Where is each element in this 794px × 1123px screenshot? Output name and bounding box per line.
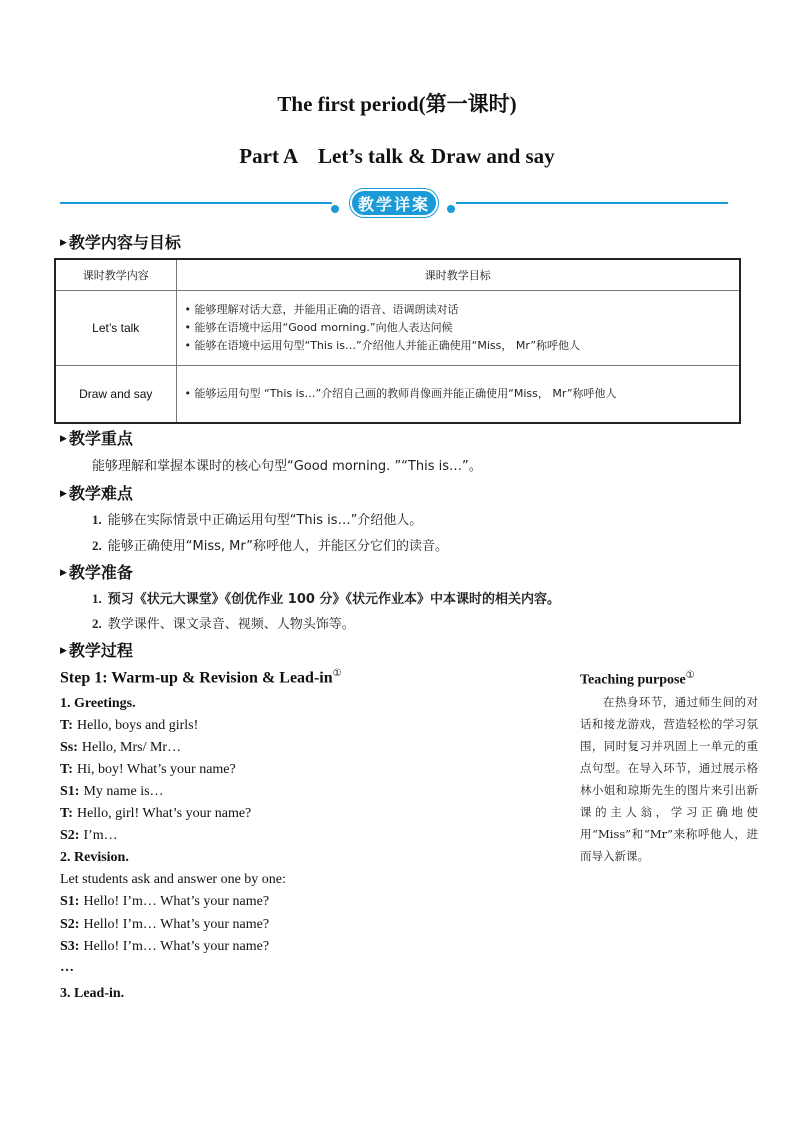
table-header-row	[55, 259, 740, 290]
teaching-purpose-title: Teaching purpose①	[580, 670, 695, 688]
section-heading-content-goals: ▶ 教学内容与目标	[60, 233, 181, 252]
dialogue-line: S2: I’m…	[60, 828, 118, 843]
triangle-icon: ▶	[60, 433, 67, 444]
section-heading-preparation: ▶ 教学准备	[60, 563, 133, 582]
goal-item: • 能够运用句型 “This is…”介绍自己画的教师肖像画并能正确使用“Miss， Mr”称呼他人	[185, 385, 732, 403]
banner-line-left	[60, 202, 332, 204]
preparation-item: 2. 教学课件、课文录音、视频、人物头饰等。	[92, 616, 355, 632]
goal-item: • 能够在语境中运用句型“This is…”介绍他人并能正确使用“Miss， Mr”称呼他人	[185, 337, 732, 355]
dialogue-line: T: Hello, girl! What’s your name?	[60, 806, 252, 821]
page-subtitle: Part A Let’s talk & Draw and say	[239, 144, 555, 168]
dialogue-line: T: Hi, boy! What’s your name?	[60, 762, 236, 777]
banner-dots-right	[446, 198, 456, 208]
teaching-purpose-text: 在热身环节，通过师生间的对话和接龙游戏，营造轻松的学习氛围，同时复习并巩固上一单元的重点句型。在导入环节，通过展示格林小姐和琼斯先生的图片来引出新课的主人翁，学习正确地使用“Miss”和“Mr”来称呼他人，进而导入新课。	[580, 695, 758, 863]
table-cell-goals	[176, 290, 740, 365]
goal-item: • 能够在语境中运用“Good morning.”向他人表达问候	[185, 319, 732, 337]
difficulty-item: 2. 能够正确使用“Miss, Mr”称呼他人，并能区分它们的读音。	[92, 538, 448, 554]
dialogue-line: S1: Hello! I’m… What’s your name?	[60, 894, 270, 909]
table-header-cell: 课时教学内容	[55, 259, 176, 290]
triangle-icon: ▶	[60, 237, 67, 248]
difficulty-item: 1. 能够在实际情景中正确运用句型“This is…”介绍他人。	[92, 512, 423, 528]
goals-table	[54, 258, 741, 424]
section-heading-process: ▶ 教学过程	[60, 641, 133, 660]
banner-line-right	[456, 202, 728, 204]
triangle-icon: ▶	[60, 645, 67, 656]
section-heading-difficulties: ▶ 教学难点	[60, 484, 133, 503]
step1-heading: Step 1: Warm-up & Revision & Lead-in①	[60, 668, 342, 687]
table-row	[55, 290, 740, 365]
dialogue-plain: Let students ask and answer one by one:	[60, 872, 286, 887]
table-cell-content: Draw and say	[55, 365, 176, 423]
triangle-icon: ▶	[60, 488, 67, 499]
dialogue-line: S2: Hello! I’m… What’s your name?	[60, 917, 270, 932]
dialogue-line: S1: My name is…	[60, 784, 164, 799]
footnote-mark: ①	[685, 670, 695, 681]
goal-item: • 能够理解对话大意，并能用正确的语音、语调朗读对话	[185, 301, 732, 319]
key-points-text: 能够理解和掌握本课时的核心句型“Good morning. ”“This is…”。	[92, 459, 482, 474]
dialogue-line: T: Hello, boys and girls!	[60, 718, 199, 733]
table-row	[55, 365, 740, 423]
table-header-cell: 课时教学目标	[176, 259, 740, 290]
footnote-mark: ①	[332, 668, 342, 679]
dialogue-heading: 2. Revision.	[60, 850, 129, 865]
banner-dots-left	[330, 198, 340, 208]
section-banner	[60, 189, 728, 217]
dialogue-ellipsis: …	[60, 960, 74, 975]
dialogue-line: S3: Hello! I’m… What’s your name?	[60, 939, 270, 954]
dialogue-heading: 1. Greetings.	[60, 696, 136, 711]
table-cell-content: Let’s talk	[55, 290, 176, 365]
dialogue-heading: 3. Lead-in.	[60, 986, 125, 1001]
preparation-item: 1. 预习《状元大课堂》《创优作业 100 分》《状元作业本》中本课时的相关内容。	[92, 591, 560, 607]
table-cell-goals	[176, 365, 740, 423]
triangle-icon: ▶	[60, 567, 67, 578]
page-title: The first period(第一课时)	[277, 92, 517, 116]
dialogue-line: Ss: Hello, Mrs/ Mr…	[60, 740, 182, 755]
section-heading-key-points: ▶ 教学重点	[60, 429, 133, 448]
banner-label: 教学详案	[350, 189, 438, 217]
